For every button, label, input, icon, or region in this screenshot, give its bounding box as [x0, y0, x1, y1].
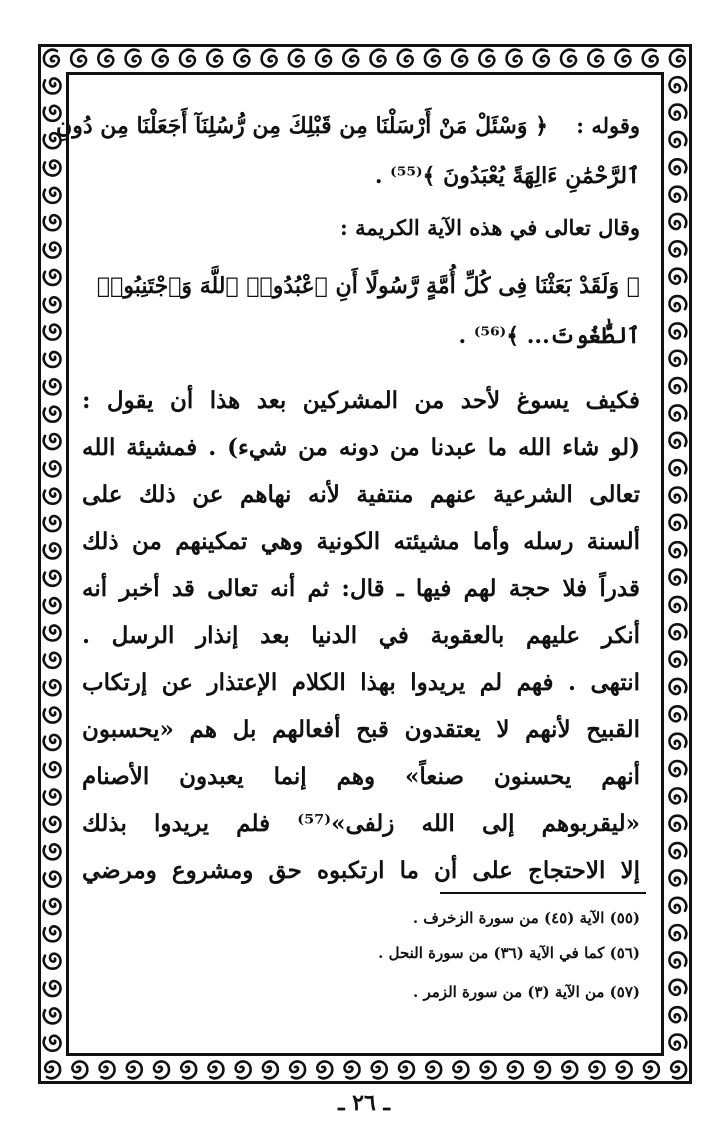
border-curl [317, 1061, 332, 1078]
border-curl [669, 761, 686, 776]
border-curl [44, 379, 61, 394]
border-curl [669, 542, 686, 557]
border-curl [44, 215, 61, 230]
border-curl [289, 50, 304, 67]
border-curl [44, 680, 61, 695]
border-curl [669, 980, 686, 995]
body-line: إلا الاحتجاج على أن ما ارتكبوه حق ومشروع ومرضي [82, 857, 640, 884]
border-curl [44, 844, 61, 859]
border-curl [669, 925, 686, 940]
ornamental-border [38, 44, 692, 1084]
border-curl [670, 50, 685, 67]
border-curl [669, 870, 686, 885]
border-curl [398, 50, 413, 67]
footnote-divider [440, 892, 646, 894]
border-curl [669, 241, 686, 256]
body-line: أنكر عليهم بالعقوبة في الدنيا بعد إنذار الرسل . [82, 622, 640, 649]
border-curl [181, 1061, 196, 1078]
border-curl [643, 50, 658, 67]
border-curl [426, 1061, 441, 1078]
border-curl [44, 50, 59, 67]
border-curl [588, 50, 603, 67]
border-curl [44, 790, 61, 805]
border-curl [44, 489, 61, 504]
border-curl [669, 1007, 686, 1022]
border-curl [207, 50, 222, 67]
border-curl [44, 571, 61, 586]
body-line: ألسنة رسله وأما مشيئته الكونية وهي تمكينهم من ذلك [82, 528, 640, 555]
border-curl [44, 817, 61, 832]
body-line: انتهى . فهم لم يريدوا بهذا الكلام الإعتذار عن إرتكاب [82, 669, 640, 696]
body-line: القبيح لأنهم لا يعتقدون قبح أفعالهم بل هم «يحسبون [82, 716, 640, 743]
border-curl [234, 50, 249, 67]
footnote-57: (٥٧) من الآية (٣) من سورة الزمر . [413, 983, 640, 1001]
border-curl [589, 1061, 604, 1078]
border-curl [44, 407, 61, 422]
body-line: تعالى الشرعية عنهم منتفية لأنه نهاهم عن ذلك على [82, 481, 640, 508]
border-curl [263, 1061, 278, 1078]
border-curl [44, 160, 61, 175]
border-curl [669, 570, 686, 585]
border-curl [44, 926, 61, 941]
border-curl [44, 516, 61, 531]
quote-1-prefix: وقوله : [576, 113, 640, 138]
border-curl [481, 1061, 496, 1078]
border-curl [44, 981, 61, 996]
border-curl [44, 543, 61, 558]
border-curl [44, 270, 61, 285]
border-curl [208, 1061, 223, 1078]
border-curl [290, 1061, 305, 1078]
border-curl [669, 788, 686, 803]
border-curl [44, 625, 61, 640]
border-curl [71, 50, 86, 67]
border-curl [44, 297, 61, 312]
border-curl [669, 734, 686, 749]
border-curl [669, 132, 686, 147]
border-curl [669, 105, 686, 120]
border-curl [372, 1061, 387, 1078]
border-curl [452, 50, 467, 67]
border-curl [669, 1035, 686, 1050]
quran-verse-1-line-1: ﴿ وَسْئَلْ مَنْ أَرْسَلْنَا مِن قَبْلِكَ مِن رُّسُلِنَآ أَجَعَلْنَا مِن دُونِ [56, 113, 548, 139]
border-curl [669, 597, 686, 612]
border-curl [153, 50, 168, 67]
border-curl [562, 1061, 577, 1078]
border-curl [479, 50, 494, 67]
border-curl [671, 1061, 686, 1078]
border-curl [44, 762, 61, 777]
border-curl [669, 159, 686, 174]
border-curl [44, 598, 61, 613]
border-curl [669, 515, 686, 530]
border-curl [343, 50, 358, 67]
border-curl [316, 50, 331, 67]
border-curl [669, 323, 686, 338]
border-curl [72, 1061, 87, 1078]
quran-verse-1-line-2: ٱلرَّحْمَٰنِ ءَالِهَةً يُعْبَدُونَ ﴾⁽⁵⁵⁾ . [374, 163, 640, 189]
verse-2-intro: وقال تعالى في هذه الآية الكريمة : [340, 215, 640, 240]
border-curl [44, 735, 61, 750]
border-curl [669, 269, 686, 284]
border-curl [669, 816, 686, 831]
border-curl [44, 78, 61, 93]
border-curl [617, 1061, 632, 1078]
body-line: (لو شاء الله ما عبدنا من دونه من شيء) . فمشيئة الله [82, 434, 640, 461]
border-curl [669, 706, 686, 721]
border-curl [669, 488, 686, 503]
border-curl [44, 325, 61, 340]
body-line: فكيف يسوغ لأحد من المشركين بعد هذا أن يقول : [82, 387, 640, 414]
ornamental-border-svg [38, 44, 692, 1084]
border-curl [535, 1061, 550, 1078]
border-curl [44, 708, 61, 723]
border-curl [508, 1061, 523, 1078]
border-curl [453, 1061, 468, 1078]
border-curl [399, 1061, 414, 1078]
border-curl [44, 1036, 61, 1051]
border-curl [534, 50, 549, 67]
border-curl [669, 652, 686, 667]
border-curl [180, 50, 195, 67]
border-curl [344, 1061, 359, 1078]
border-curl [44, 1008, 61, 1023]
border-curl [669, 843, 686, 858]
border-curl [669, 187, 686, 202]
border-curl [669, 460, 686, 475]
border-curl [44, 434, 61, 449]
body-line: «ليقربوهم إلى الله زلفى»⁽⁵⁷⁾ فلم يريدوا بذلك [82, 810, 641, 837]
body-line: أنهم يحسنون صنعاً» وهم إنما يعبدون الأصنام [82, 763, 640, 790]
border-curl [44, 872, 61, 887]
border-curl [44, 188, 61, 203]
body-line: قدراً فلا حجة لهم فيها ـ قال: ثم أنه تعالى قد أخبر أنه [82, 575, 640, 602]
border-curl [45, 1061, 60, 1078]
footnote-55: (٥٥) الآية (٤٥) من سورة الزخرف . [412, 909, 640, 927]
border-curl [561, 50, 576, 67]
border-curl [100, 1061, 115, 1078]
border-curl [669, 405, 686, 420]
border-curl [669, 679, 686, 694]
border-curl [127, 1061, 142, 1078]
border-curl [615, 50, 630, 67]
border-curl [669, 77, 686, 92]
border-curl [669, 433, 686, 448]
border-curl [44, 461, 61, 476]
border-curl [44, 243, 61, 258]
page-number: ـ ٢٦ ـ [338, 1090, 390, 1116]
border-curl [669, 296, 686, 311]
border-curl [44, 653, 61, 668]
border-curl [669, 952, 686, 967]
border-curl [669, 351, 686, 366]
border-curl [262, 50, 277, 67]
footnote-56: (٥٦) كما في الآية (٣٦) من سورة النحل . [378, 944, 640, 962]
border-curl [126, 50, 141, 67]
border-curl [44, 352, 61, 367]
border-curl [507, 50, 522, 67]
border-curl [44, 954, 61, 969]
border-curl [669, 378, 686, 393]
border-curl [425, 50, 440, 67]
border-curl [98, 50, 113, 67]
border-curl [669, 898, 686, 913]
border-curl [644, 1061, 659, 1078]
quran-verse-2-line-2: ٱلطَّٰغُوتَ... ﴾⁽⁵⁶⁾ . [458, 323, 640, 349]
quran-verse-2-line-1: ﴿ وَلَقَدْ بَعَثْنَا فِى كُلِّ أُمَّةٍ رَّسُولًا أَنِ ٱعْبُدُوا۟ ٱللَّهَ وَٱجْتَنِبُوا۟ [96, 273, 640, 299]
border-curl [371, 50, 386, 67]
border-curl [44, 899, 61, 914]
border-curl [669, 214, 686, 229]
border-curl [669, 624, 686, 639]
border-curl [236, 1061, 251, 1078]
border-curl [154, 1061, 169, 1078]
